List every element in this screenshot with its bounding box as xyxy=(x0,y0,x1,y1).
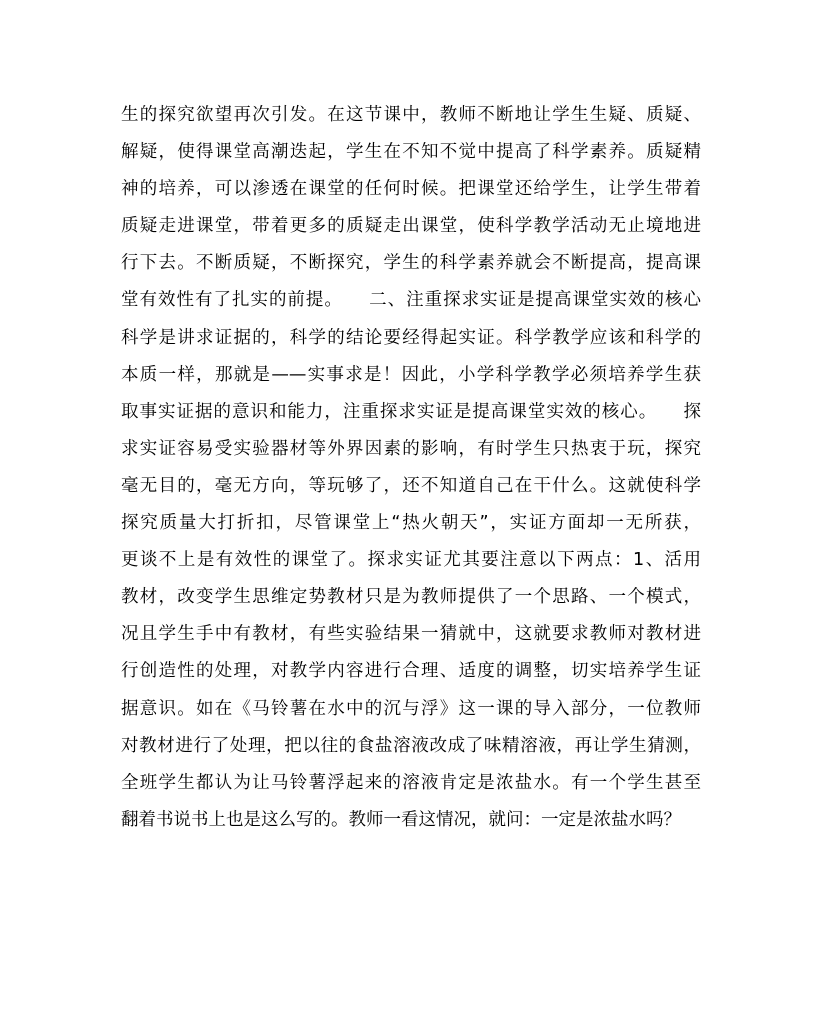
text-line-11: 毫无目的，毫无方向，等玩够了，还不知道自己在干什么。这就使科学 xyxy=(121,475,701,496)
text-line-15: 况且学生手中有教材，有些实验结果一猜就中，这就要求教师对教材进 xyxy=(121,624,701,645)
text-line-16: 行创造性的处理，对教学内容进行合理、适度的调整，切实培养学生证 xyxy=(121,661,701,682)
text-line-12: 探究质量大打折扣，尽管课堂上“热火朝天”，实证方面却一无所获， xyxy=(121,513,701,534)
text-line-10: 求实证容易受实验器材等外界因素的影响，有时学生只热衷于玩，探究 xyxy=(121,438,701,459)
text-line-7: 科学是讲求证据的，科学的结论要经得起实证。科学教学应该和科学的 xyxy=(121,327,701,348)
text-line-18: 对教材进行了处理，把以往的食盐溶液改成了味精溶液，再让学生猜测， xyxy=(121,735,701,756)
text-line-3: 神的培养，可以渗透在课堂的任何时候。把课堂还给学生，让学生带着 xyxy=(121,179,701,200)
text-line-20: 翻着书说书上也是这么写的。教师一看这情况，就问：一定是浓盐水吗？ xyxy=(121,809,681,830)
text-line-4: 质疑走进课堂，带着更多的质疑走出课堂，使科学教学活动无止境地进 xyxy=(121,216,701,237)
text-line-1: 生的探究欲望再次引发。在这节课中，教师不断地让学生生疑、质疑、 xyxy=(121,105,701,125)
text-line-9: 取事实证据的意识和能力，注重探求实证是提高课堂实效的核心。 探 xyxy=(121,401,701,422)
text-line-13: 更谈不上是有效性的课堂了。探求实证尤其要注意以下两点：1、活用 xyxy=(121,550,701,571)
text-line-14: 教材，改变学生思维定势教材只是为教师提供了一个思路、一个模式， xyxy=(121,587,701,608)
text-line-8: 本质一样，那就是——实事求是！因此，小学科学教学必须培养学生获 xyxy=(121,364,701,385)
body-text xyxy=(121,97,701,839)
text-line-2: 解疑，使得课堂高潮迭起，学生在不知不觉中提高了科学素养。质疑精 xyxy=(121,142,701,163)
text-line-5: 行下去。不断质疑，不断探究，学生的科学素养就会不断提高，提高课 xyxy=(121,253,701,274)
text-line-6: 堂有效性有了扎实的前提。 二、注重探求实证是提高课堂实效的核心 xyxy=(121,290,701,311)
text-line-19: 全班学生都认为让马铃薯浮起来的溶液肯定是浓盐水。有一个学生甚至 xyxy=(121,772,701,793)
text-line-17: 据意识。如在《马铃薯在水中的沉与浮》这一课的导入部分，一位教师 xyxy=(121,698,701,719)
